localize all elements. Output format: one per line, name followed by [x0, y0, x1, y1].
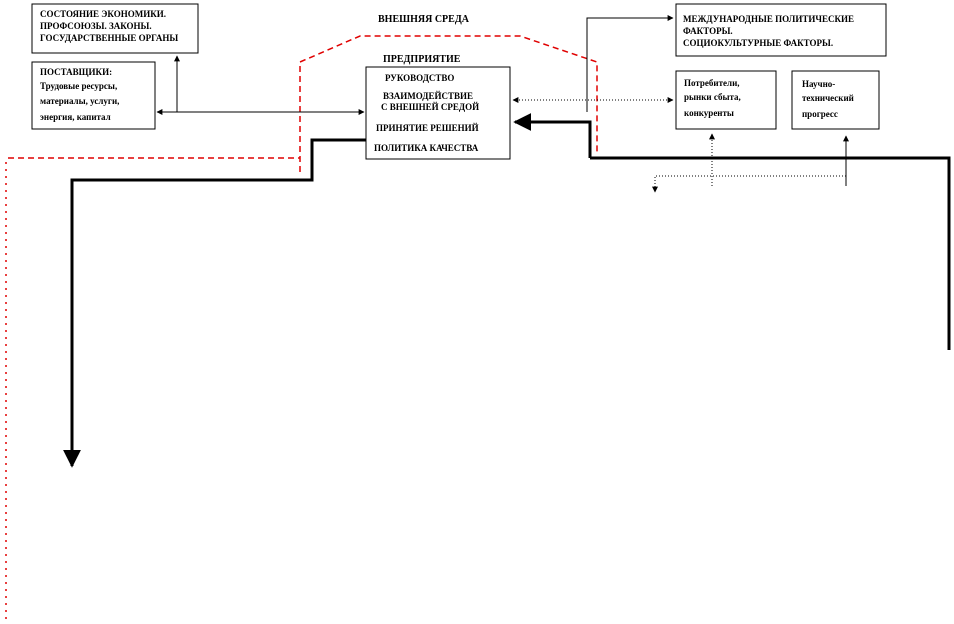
economy-box — [32, 4, 198, 53]
economy-line-3: ГОСУДАРСТВЕННЫЕ ОРГАНЫ — [40, 33, 179, 43]
thick-right-line — [590, 158, 949, 350]
lower-dotted-link — [655, 176, 846, 192]
suppliers-box — [32, 62, 155, 129]
thick-return-arrow — [515, 122, 590, 158]
enterprise-box — [366, 67, 510, 159]
consumers-box — [676, 71, 776, 129]
consumers-line-1: Потребители, — [684, 78, 740, 88]
tech-box — [792, 71, 879, 129]
enterprise-label: ПРЕДПРИЯТИЕ — [383, 54, 461, 65]
suppliers-line-1: ПОСТАВЩИКИ: — [40, 67, 113, 77]
international-line-2: ФАКТОРЫ. — [683, 26, 733, 36]
thick-left-line — [72, 140, 366, 466]
suppliers-line-3: материалы, услуги, — [40, 96, 120, 106]
management-label: РУКОВОДСТВО — [385, 73, 455, 83]
suppliers-line-2: Трудовые ресурсы, — [40, 81, 118, 91]
quality-label: ПОЛИТИКА КАЧЕСТВА — [374, 143, 479, 153]
economy-line-2: ПРОФСОЮЗЫ. ЗАКОНЫ. — [40, 21, 152, 31]
tech-line-2: технический — [802, 93, 854, 103]
international-box — [676, 4, 886, 56]
consumers-line-2: рынки сбыта, — [684, 92, 741, 102]
enterprise-international-arrow — [587, 18, 673, 112]
interaction-line-2: С ВНЕШНЕЙ СРЕДОЙ — [381, 102, 480, 112]
international-line-1: МЕЖДУНАРОДНЫЕ ПОЛИТИЧЕСКИЕ — [683, 14, 854, 24]
economy-line-1: СОСТОЯНИЕ ЭКОНОМИКИ. — [40, 9, 166, 19]
international-line-3: СОЦИОКУЛЬТУРНЫЕ ФАКТОРЫ. — [683, 38, 834, 48]
tech-line-1: Научно- — [802, 79, 836, 89]
suppliers-line-4: энергия, капитал — [40, 112, 111, 122]
tech-line-3: прогресс — [802, 109, 838, 119]
interaction-line-1: ВЗАИМОДЕЙСТВИЕ — [383, 91, 474, 101]
decisions-label: ПРИНЯТИЕ РЕШЕНИЙ — [376, 123, 479, 133]
external-environment-label: ВНЕШНЯЯ СРЕДА — [378, 14, 469, 25]
consumers-line-3: конкуренты — [684, 108, 734, 118]
